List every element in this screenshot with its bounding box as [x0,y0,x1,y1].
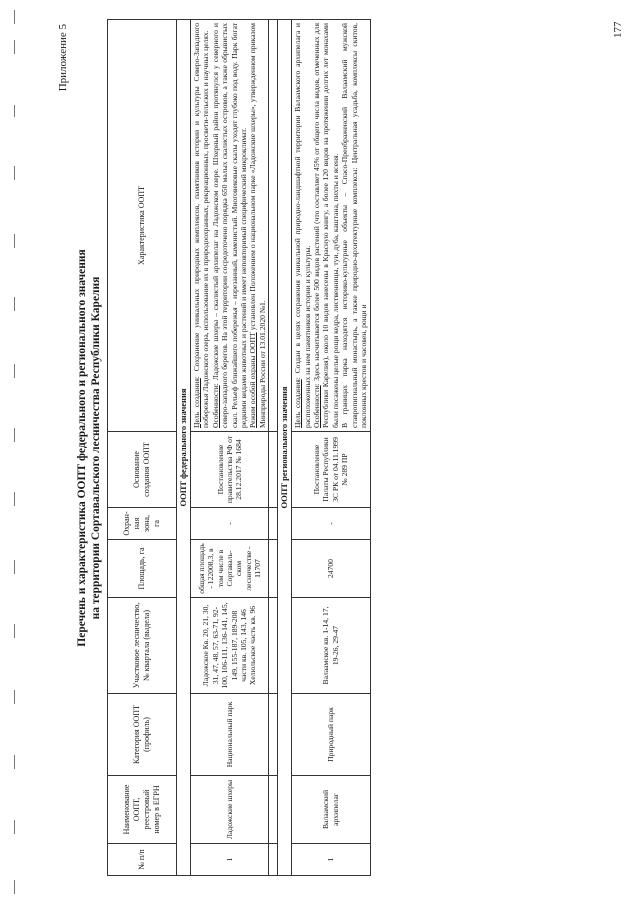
row-name: Ладожские шхеры [191,776,269,844]
scan-mark [14,880,15,894]
scan-mark [14,40,15,54]
title-line-1: Перечень и характеристика ООПТ федерального и регионального значения [76,249,88,647]
header-name: Наименование ООПТ, реестровый номер в ЕГРН [108,776,177,844]
row-buffer: - [292,508,370,540]
row-category: Национальный парк [191,694,269,776]
header-num: № п/п [108,844,177,876]
scan-mark [14,820,15,834]
scan-mark [14,297,15,311]
scan-mark [14,105,15,117]
spacer-row [269,20,278,876]
header-buffer: Охран-ная зона, га [108,508,177,540]
scan-mark [14,10,15,24]
features-label: Особенности [312,385,322,428]
regime-text: установлен Положением о национальном парке «Ладожские шхеры», утвержденном приказом Минприроды России от 13.01.2020 №1. [248,23,267,428]
row-basis: Постановление правительства РФ от 28.12.2017 № 1684 [191,432,269,508]
scan-mark [14,364,15,378]
features-text-2: В границах парка находятся историко-культурные объекты – Спасо-Преображенский Валаамский мужской ставропигиальный монастырь, а также природно-архитектурные комплексы: Центральная усадьба, комплексы скитов, поклонных крестов и часовен, рощи и [340,23,369,428]
regime-label: Режим особой охраны ООПТ [248,332,258,428]
row-num: 1 [292,844,370,876]
row-characteristics [191,20,269,432]
section-regional-row [278,20,292,876]
row-num: 1 [191,844,269,876]
document-title [75,14,103,882]
row-area: общая площадь - 122008,3, в том числе в Сортаваль-ском лесничестве - 11707 [191,540,269,598]
row-area: 24700 [292,540,370,598]
section-federal-row [177,20,191,876]
features-text: : Ладожские шхеры – скалистый архипелаг на Ладожском озере. Шхерный район протянулся у северного и северо-западного берегов. На этой территории сосредоточено порядка 650 малых скалистых островов, а также обрывистых скал. Рельеф ближайшего побережья – изрезанный, каменистый. Многовековые скалы уходят глубоко под воду. Парк богат редкими видами животных и растений и имеет неповторимый специфический микроклимат. [210,23,249,428]
table-row [292,20,370,876]
scan-mark [14,624,15,638]
header-basis: Основание создания ООПТ [108,432,177,508]
scan-mark [14,560,15,574]
header-characteristics: Характеристика ООПТ [108,20,177,432]
scan-mark [14,234,15,248]
row-category: Природный парк [292,694,370,776]
section-regional: ООПТ регионального значения [278,20,292,876]
row-buffer: - [191,508,269,540]
row-basis: Постановление Палаты Республики ЗС РК от 04.11.1999 № 289 ПР [292,432,370,508]
header-category: Категория ООПТ (профиль) [108,694,177,776]
goal-label: Цель создания [293,379,303,428]
table-row [191,20,269,876]
scan-mark [14,166,15,180]
features-label: Особенности [210,385,220,428]
row-name: Валаамский архипелаг [292,776,370,844]
goal-text: : Сохранение уникальных природных комплексов, памятников истории и культуры Северо-Западного побережья Ладожского озера, использование их в природоохранных, рекреационных, просвети-тельских и научных целях. [192,22,211,428]
scan-mark [14,428,15,442]
protected-areas-table [107,19,371,876]
scan-mark [14,755,15,769]
row-characteristics [292,20,370,432]
title-line-2: на территории Сортавальского лесничества Республики Карелия [90,276,102,620]
scan-mark [14,492,15,506]
scan-mark [14,690,15,704]
row-location: Ладожское Кв. 20, 21, 30, 31, 47, 48, 57, 63-71, 92-100, 106-111, 136-141, 145, 149, 155-187, 189-208 части кв. 105, 143, 146 Хелюльское часть кв. 96 [191,598,269,694]
goal-text: : Создан в целях сохранения уникальной природно-ландшафтной территории Валаамского архипелага и расположенных на нем памятников истории и культуры. [293,23,312,428]
header-area: Площадь, га [108,540,177,598]
header-location: Участковое лесничество, № квартала (выдела) [108,598,177,694]
rotated-page [55,14,585,882]
table-header-row [108,20,177,876]
appendix-label: Приложение 5 [57,24,69,92]
row-location: Валаамское кв. 1-14, 17, 19-26, 29-47 [292,598,370,694]
features-text: : Здесь насчитывается более 500 видов растений (что составляет 45% от общего числа видов, отмеченных для Республики Карелия), около 10 видов занесены в Красную книгу, а более 120 видов на протяжении долгих лет монахами были посажены целые рощи кедра, лиственницы, туи, дуба, каштана, пихты и ясеня. [312,23,340,428]
page-number: 177 [612,21,624,38]
goal-label: Цель создания [192,378,201,428]
section-federal: ООПТ федерального значения [177,20,191,876]
